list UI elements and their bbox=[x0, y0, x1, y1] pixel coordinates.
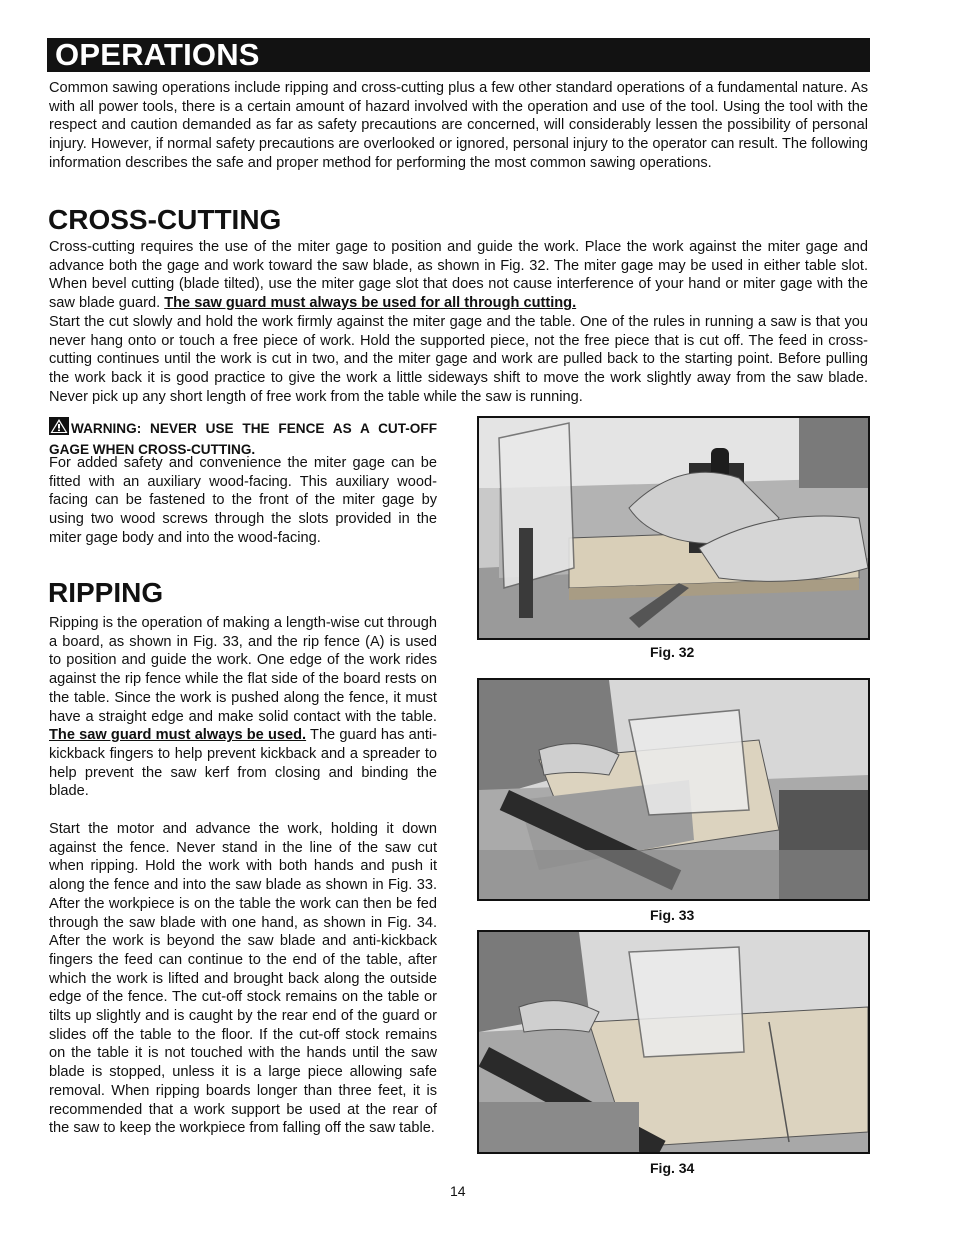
warning-triangle-icon bbox=[49, 417, 69, 441]
title-banner bbox=[47, 38, 870, 72]
intro-paragraph: Common sawing operations include ripping and cross-cutting plus a few other standard operations of a fundamental nature. As with all power tools, there is a certain amount of hazard involved with the operation and use of the tool. Using the tool with the respect and caution demanded as far as safety precautions are concerned, will considerably lessen the possibility of personal injury. However, if normal safety precautions are overlooked or ignored, personal injury to the operator can result. The following information describes the safe and proper method for performing the most common sawing operations. bbox=[49, 80, 868, 171]
fig-33-photo bbox=[477, 678, 870, 901]
ripping-heading: RIPPING bbox=[48, 577, 164, 608]
miter-facing-paragraph: For added safety and convenience the miter gage can be fitted with an auxiliary wood-facing. This auxiliary wood-facing can be fastened to the front of the miter gage by using two wood screws through the slots provided in the miter gage body and into the wood-facing. bbox=[49, 455, 437, 546]
page-number: 14 bbox=[450, 1183, 466, 1199]
ripping-text-2: The guard has anti-kickback fingers to help prevent kickback and a spreader to help prevent the saw kerf from closing and binding the blade. bbox=[49, 727, 437, 800]
cross-cutting-text-1: Cross-cutting requires the use of the miter gage to position and guide the work. Place the work against the miter gage and advance both the gage and work toward the saw blade, as shown in Fig. 32. The miter gage may be used in either table slot. When bevel cutting (blade tilted), use the miter gage slot that does not cause interference of your hand or miter gage with the saw blade guard. bbox=[49, 239, 868, 312]
ripping-text-1: Ripping is the operation of making a length-wise cut through a board, as shown in Fig. 33, and the rip fence (A) is used to position and guide the work. One edge of the work rides against the rip fence while the flat side of the board rests on the table. Since the work is pushed along the fence, it must have a straight edge and make solid contact with the table. bbox=[49, 615, 437, 725]
ripping-paragraph-2: Start the motor and advance the work, holding it down against the fence. Never stand in the line of the saw cut when ripping. Hold the work with both hands and push it along the fence and into the saw blade as shown in Fig. 33. After the workpiece is on the table the work can then be fed through the saw blade with one hand, as shown in Fig. 34. After the work is beyond the saw blade and anti-kickback fingers the feed can continue to the end of the table, after which the work is lifted and brought back along the outside edge of the fence. The cut-off stock remains on the table or tilts up slightly and is caught by the rear end of the guard or slides off the table to the floor. If the cut-off stock remains on the table it is not touched with the hands until the saw blade is stopped, unless it is a large piece allowing safe removal. When ripping boards longer than three feet, it is recommended that a work support be used at the rear of the saw to keep the workpiece from falling off the saw table. bbox=[49, 821, 437, 1137]
fig-34-photo bbox=[477, 930, 870, 1154]
cross-cutting-paragraph-1 bbox=[49, 238, 868, 313]
cross-cutting-paragraph-2: Start the cut slowly and hold the work firmly against the miter gage and the table. One of the rules in running a saw is that you never hang onto or touch a free piece of work. Hold the supported piece, not the free piece that is cut off. The feed in cross-cutting continues until the work is cut in two, and the miter gage and work are pulled back to the starting point. Before pulling the work back it is good practice to give the work a little sideways shift to move the work slightly away from the saw blade. Never pick up any short length of free work from the table while the saw is running. bbox=[49, 314, 868, 405]
cross-cutting-heading: CROSS-CUTTING bbox=[48, 204, 282, 235]
fig-34-caption: Fig. 34 bbox=[650, 1160, 695, 1176]
guard-must-emphasis: The saw guard must always be used. bbox=[49, 727, 307, 744]
fig-33-caption: Fig. 33 bbox=[650, 907, 695, 923]
fig-32-caption: Fig. 32 bbox=[650, 644, 695, 660]
ripping-paragraph-1 bbox=[49, 614, 437, 801]
fig-32-photo bbox=[477, 416, 870, 640]
page-title: OPERATIONS bbox=[55, 37, 260, 72]
warning-text: WARNING: NEVER USE THE FENCE AS A CUT-OFF GAGE WHEN CROSS-CUTTING. bbox=[49, 421, 437, 457]
guard-warning-emphasis: The saw guard must always be used for all through cutting. bbox=[164, 295, 577, 312]
